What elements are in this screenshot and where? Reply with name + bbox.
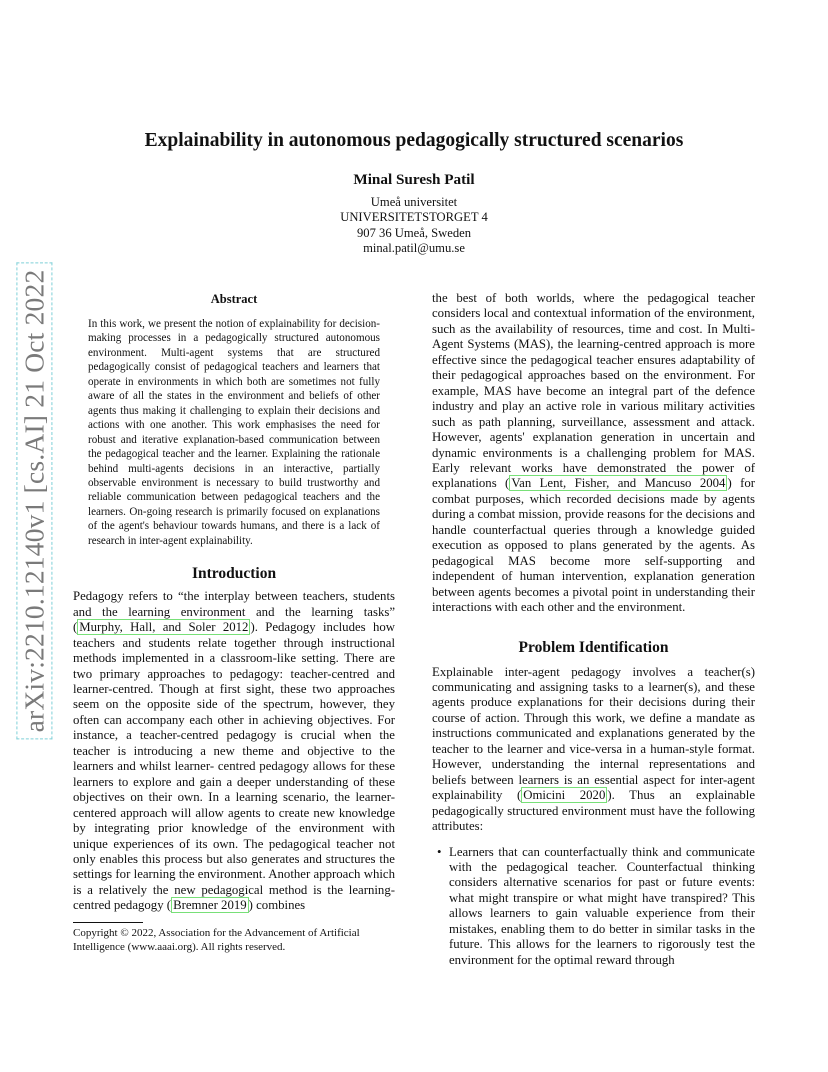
introduction-paragraph-2 <box>432 291 755 616</box>
citation-bremner-2019[interactable]: Bremner 2019 <box>173 898 247 913</box>
copyright-footnote: Copyright © 2022, Association for the Advancement of Artificial Intelligence (www.aaai.org). All rights reserved. <box>73 927 360 953</box>
citation-omicini-2020[interactable]: Omicini 2020 <box>523 788 606 803</box>
abstract-text: In this work, we present the notion of explainability for decision-making processes in a pedagogically structured autonomous environment. Multi-agent systems that are structured pedagogically consist of pedagogical teachers and learners that operate in environments in which both are sometimes not fully aware of all the states in the environment and beliefs of other agents thus making it challenging to explain their decisions and actions with one another. This work emphasises the need for robust and iterative explanation-based communication between the pedagogical teacher and the learner. Explaining the rationale behind multi-agents decisions in an interactive, partially observable environment is necessary to build trustworthy and reliable communication between pedagogical teachers and the learners. On-going research is primarily focused on explanations of the agent's behaviour towards humans, and there is a lack of research in inter-agent explainability. <box>88 318 380 547</box>
list-item-text: Learners that can counterfactually think and communicate with the pedagogical teacher. Counterfactual thinking considers alternative scenarios for past or future events: what might transpire or what might have transpired? This allows learners to gain valuable experience from their mistakes, enabling them to do better in similar tasks in the future. This allows for the learners to rigorously test the environment for the optimal reward through <box>449 844 755 967</box>
problem-identification-heading: Problem Identification <box>518 638 669 656</box>
list-item <box>432 845 755 969</box>
author-email: minal.patil@umu.se <box>363 240 465 255</box>
problem-paragraph-1 <box>432 665 755 835</box>
citation-vanlent-2004[interactable]: Van Lent, Fisher, and Mancuso 2004 <box>511 476 726 491</box>
attribute-list <box>432 845 755 969</box>
author-name: Minal Suresh Patil <box>353 171 475 188</box>
bullet-marker: • <box>437 844 442 859</box>
arxiv-stamp[interactable] <box>15 268 53 734</box>
problem-text-part-1: Explainable inter-agent pedagogy involves a teacher(s) communicating and assigning tasks to a learner(s), and these agents produce explanations for their decisions during their course of action. Through this work, we define a mandate as instructions communicated and explanations generated by the teacher to the learner and vice-versa in a human-style format. However, understanding the internal representations and beliefs between learners is an essential aspect for inter-agent explainability ( <box>432 664 755 803</box>
affiliation-line-2: UNIVERSITETSTORGET 4 <box>340 210 488 225</box>
left-column <box>73 292 395 914</box>
introduction-paragraph-1 <box>73 589 395 914</box>
problem-text-part-2: ). Thus an explainable pedagogically structured environment must have the following attributes: <box>432 788 755 834</box>
intro-text-part-2: ). Pedagogy includes how teachers and students relate together through instructional methods implemented in a classroom-like setting. There are two primary approaches to pedagogy: teacher-centred and learner-centred. Though at first sight, these two approaches seem on the opposite side of the spectrum, however, they often can accompany each other in achieving objectives. For instance, a teacher-centred pedagogy is crucial when the teacher is introducing a new theme and objective to the learners and whilst learner- centred pedagogy allows for these learners to explore and gain a deeper understanding of these objectives on their own. In a learning scenario, the learner-centered approach will allow agents to create new knowledge by integrating prior knowledge of the environment with unique experiences of its own. The pedagogical teacher not only enables this process but also generates and structures the settings for learning the environment. Another approach which is a relatively the new pedagogical method is the learning-centred pedagogy ( <box>73 620 395 913</box>
citation-murphy-2012[interactable]: Murphy, Hall, and Soler 2012 <box>79 620 249 635</box>
right-column <box>432 291 755 968</box>
affiliation-line-1: Umeå universitet <box>370 195 458 209</box>
intro-text-part-1: Pedagogy refers to “the interplay between teachers, students and the learning environment and the learning tasks” ( <box>73 589 395 635</box>
arxiv-stamp-text[interactable]: arXiv:2210.12140v1 [cs.AI] 21 Oct 2022 <box>16 263 52 740</box>
abstract-heading: Abstract <box>210 292 258 306</box>
paper-title: Explainability in autonomous pedagogically structured scenarios <box>144 130 684 151</box>
affiliation-line-3: 907 36 Umeå, Sweden <box>356 225 472 240</box>
author-affiliation <box>0 195 828 256</box>
intro-text-part-4: the best of both worlds, where the pedagogical teacher considers local and contextual information of the environment, such as the availability of resources, time and cost. In Multi-Agent Systems (MAS), the learning-centred approach is more effective since the pedagogical teacher ensures adaptability of their pedagogical approaches based on the environment. For example, MAS have become an integral part of the defence industry and play an active role in various military activities such as path planning, surveillance, assessment and attack. However, agents' explanation generation in uncertain and dynamic environments is a challenging problem for MAS. Early relevant works have demonstrated the power of explanations ( <box>432 291 755 491</box>
intro-text-part-3: ) combines <box>248 898 306 913</box>
intro-text-part-5: ) for combat purposes, which recorded decisions made by agents during a combat mission, provide reasons for the decisions and handle counterfactual queries through a knowledge guided execution as opposed to plans generated by the agents. As pedagogical MAS become more self-supporting and independent of human intervention, explanation generation between agents becomes a pivotal point in understanding their interactions with each other and the environment. <box>432 476 755 615</box>
introduction-heading: Introduction <box>191 565 277 583</box>
